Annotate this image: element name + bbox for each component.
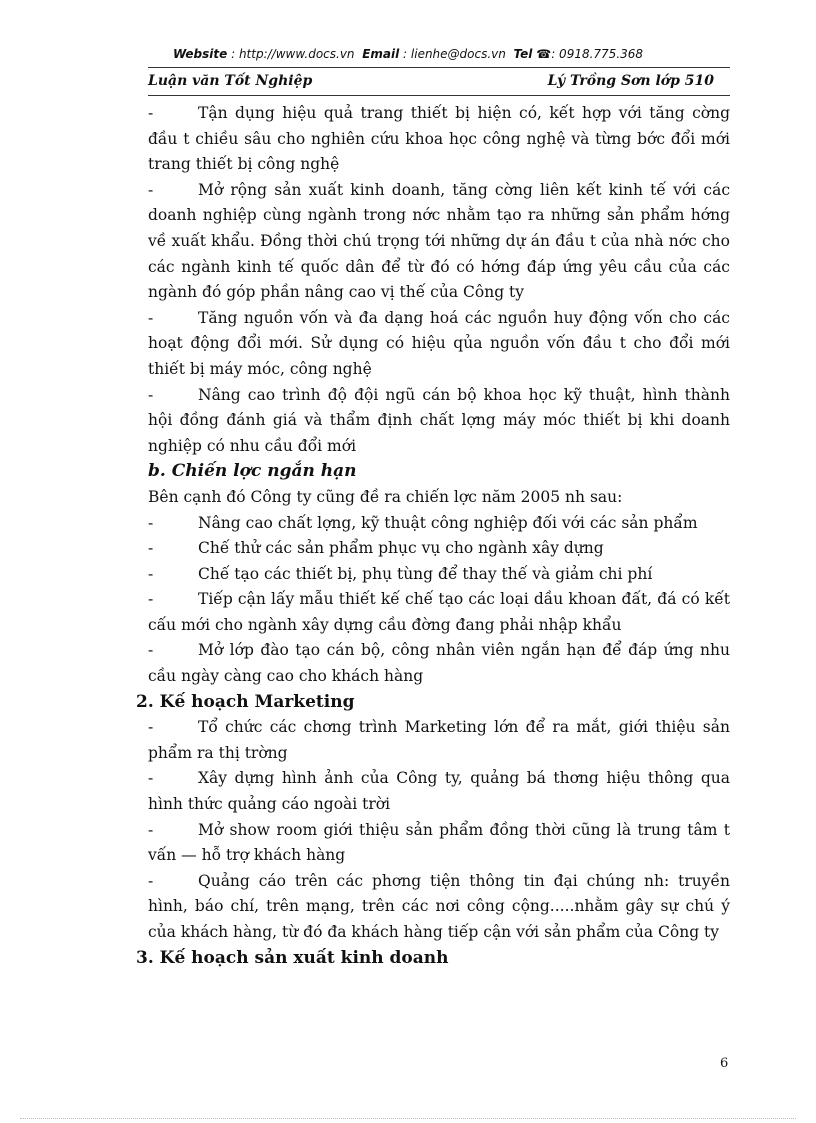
list-item: - Tổ chức các chơng trình Marketing lớn để ra mắt, giới thiệu sản phẩm ra thị trờng	[148, 718, 730, 762]
tel-label: Tel	[513, 47, 533, 61]
list-item: - Chế thử các sản phẩm phục vụ cho ngành xây dựng	[148, 539, 604, 558]
footer-divider	[20, 1118, 796, 1119]
list-item: - Quảng cáo trên các phơng tiện thông tin đại chúng nh: truyền hình, báo chí, trên mạng, trên các nơi công cộng.....nhằm gây sự chú ý của khách hàng, từ đó đa khách hàng tiếp cận với sản phẩm của Công ty	[148, 871, 730, 941]
doc-title: Luận văn Tốt Nghiệp	[148, 73, 313, 89]
list-item: - Tăng nguồn vốn và đa dạng hoá các nguồn huy động vốn cho các hoạt động đổi mới. Sử dụng có hiệu qủa nguồn vốn đầu t cho đổi mới thiết bị máy móc, công nghệ	[148, 308, 730, 378]
list-item: - Nâng cao chất lợng, kỹ thuật công nghiệp đối với các sản phẩm	[148, 513, 698, 532]
list-item: - Tiếp cận lấy mẫu thiết kế chế tạo các loại dầu khoan đất, đá có kết cấu mới cho ngành xây dựng cầu đờng đang phải nhập khẩu	[148, 590, 730, 634]
list-item: - Mở show room giới thiệu sản phẩm đồng thời cũng là trung tâm t vấn — hỗ trợ khách hàng	[148, 820, 730, 865]
website-value: : http://www.docs.vn	[231, 47, 355, 61]
email-value: : lienhe@docs.vn	[403, 47, 506, 61]
phone-icon: ☎	[536, 47, 552, 61]
website-header	[0, 47, 816, 61]
page-number: 6	[720, 1056, 729, 1071]
header-rule-top	[148, 67, 730, 68]
email-label: Email	[362, 47, 400, 61]
list-item: - Tận dụng hiệu quả trang thiết bị hiện có, kết hợp với tăng cờng đầu t chiều sâu cho nghiên cứu khoa học công nghệ và từng bớc đổi mới trang thiết bị công nghệ	[148, 104, 730, 174]
list-item: - Xây dựng hình ảnh của Công ty, quảng bá thơng hiệu thông qua hình thức quảng cáo ngoài trời	[148, 769, 730, 814]
list-item: - Mở rộng sản xuất kinh doanh, tăng cờng liên kết kinh tế với các doanh nghiệp cùng ngành trong nớc nhằm tạo ra những sản phẩm hớng về xuất khẩu. Đồng thời chú trọng tới những dự án đầu t của nhà nớc cho các ngành kinh tế quốc dân để từ đó có hớng đáp ứng yêu cầu của các ngành đó góp phần nâng cao vị thế của Công ty	[148, 180, 730, 302]
page-body	[136, 101, 730, 971]
tel-value: : 0918.775.368	[551, 47, 644, 61]
list-item: - Mở lớp đào tạo cán bộ, công nhân viên ngắn hạn để đáp ứng nhu cầu ngày càng cao cho khách hàng	[148, 641, 730, 686]
website-label: Website	[172, 47, 228, 61]
list-item: - Nâng cao trình độ đội ngũ cán bộ khoa học kỹ thuật, hình thành hội đồng đánh giá và thẩm định chất lợng máy móc thiết bị khi doanh nghiệp có nhu cầu đổi mới	[148, 385, 730, 455]
short-term-intro: Bên cạnh đó Công ty cũng đề ra chiến lợc năm 2005 nh sau:	[148, 487, 623, 506]
short-term-heading: b. Chiến lợc ngắn hạn	[148, 461, 357, 482]
header-rule-bottom	[148, 95, 730, 96]
author-name: Lý Trồng Sơn lớp 510	[547, 73, 714, 89]
production-heading: 3. Kế hoạch sản xuất kinh doanh	[136, 947, 449, 968]
list-item: - Chế tạo các thiết bị, phụ tùng để thay thế và giảm chi phí	[148, 564, 653, 583]
marketing-heading: 2. Kế hoạch Marketing	[136, 691, 355, 712]
